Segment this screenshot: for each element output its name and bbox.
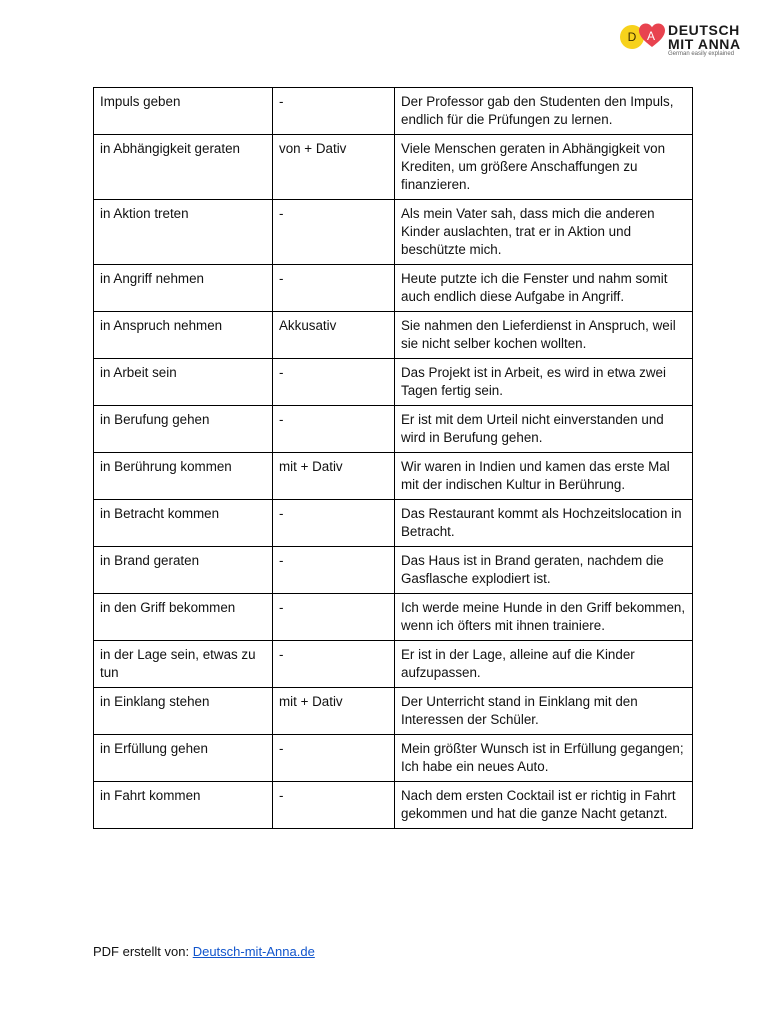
phrase-cell: in Einklang stehen [94,688,273,735]
phrase-cell: in Erfüllung gehen [94,735,273,782]
case-cell: - [273,200,395,265]
example-cell: Das Haus ist in Brand geraten, nachdem die Gasflasche explodiert ist. [395,547,693,594]
example-cell: Viele Menschen geraten in Abhängigkeit von Krediten, um größere Anschaffungen zu finanzieren. [395,135,693,200]
example-cell: Das Restaurant kommt als Hochzeitslocation in Betracht. [395,500,693,547]
table-row [94,406,693,453]
phrase-cell: in den Griff bekommen [94,594,273,641]
case-cell: - [273,265,395,312]
case-cell: - [273,359,395,406]
phrase-cell: in der Lage sein, etwas zu tun [94,641,273,688]
case-cell: - [273,406,395,453]
brand-logo [620,22,768,56]
case-cell: - [273,594,395,641]
case-cell: - [273,641,395,688]
footer [93,944,315,959]
example-cell: Sie nahmen den Lieferdienst in Anspruch, weil sie nicht selber kochen wollten. [395,312,693,359]
example-cell: Als mein Vater sah, dass mich die anderen Kinder auslachten, trat er in Aktion und beschützte mich. [395,200,693,265]
example-cell: Heute putzte ich die Fenster und nahm somit auch endlich diese Aufgabe in Angriff. [395,265,693,312]
phrase-cell: in Berufung gehen [94,406,273,453]
logo-letter-a: A [647,29,656,43]
table-row [94,453,693,500]
logo-wordmark [668,23,741,51]
phrase-cell: in Betracht kommen [94,500,273,547]
table-row [94,594,693,641]
example-cell: Wir waren in Indien und kamen das erste Mal mit der indischen Kultur in Berührung. [395,453,693,500]
phrase-cell: in Arbeit sein [94,359,273,406]
logo-tagline: German easily explained [668,51,735,57]
phrase-cell: in Aktion treten [94,200,273,265]
example-cell: Der Unterricht stand in Einklang mit den Interessen der Schüler. [395,688,693,735]
example-cell: Das Projekt ist in Arbeit, es wird in etwa zwei Tagen fertig sein. [395,359,693,406]
case-cell: mit + Dativ [273,688,395,735]
example-cell: Mein größter Wunsch ist in Erfüllung gegangen; Ich habe ein neues Auto. [395,735,693,782]
footer-prefix: PDF erstellt von: [93,944,193,959]
vocabulary-table-body [94,88,693,829]
case-cell: - [273,782,395,829]
logo-wordmark-line-2: MIT ANNA [668,36,741,52]
phrase-cell: in Angriff nehmen [94,265,273,312]
example-cell: Der Professor gab den Studenten den Impuls, endlich für die Prüfungen zu lernen. [395,88,693,135]
table-row [94,735,693,782]
table-row [94,547,693,594]
phrase-cell: in Abhängigkeit geraten [94,135,273,200]
phrase-cell: in Berührung kommen [94,453,273,500]
logo-wordmark-line-1: DEUTSCH [668,22,740,38]
table-row [94,500,693,547]
logo-letter-d: D [627,30,637,44]
case-cell: - [273,735,395,782]
phrase-cell: Impuls geben [94,88,273,135]
table-row [94,782,693,829]
phrase-cell: in Anspruch nehmen [94,312,273,359]
case-cell: mit + Dativ [273,453,395,500]
phrase-cell: in Brand geraten [94,547,273,594]
vocabulary-table [93,87,693,829]
table-row [94,265,693,312]
case-cell: - [273,88,395,135]
table-row [94,200,693,265]
example-cell: Nach dem ersten Cocktail ist er richtig in Fahrt gekommen und hat die ganze Nacht getanzt. [395,782,693,829]
case-cell: - [273,500,395,547]
case-cell: Akkusativ [273,312,395,359]
example-cell: Er ist in der Lage, alleine auf die Kinder aufzupassen. [395,641,693,688]
table-row [94,688,693,735]
table-row [94,641,693,688]
footer-link[interactable]: Deutsch-mit-Anna.de [192,944,315,959]
table-row [94,88,693,135]
example-cell: Er ist mit dem Urteil nicht einverstanden und wird in Berufung gehen. [395,406,693,453]
table-row [94,135,693,200]
phrase-cell: in Fahrt kommen [94,782,273,829]
table-row [94,312,693,359]
example-cell: Ich werde meine Hunde in den Griff bekommen, wenn ich öfters mit ihnen trainiere. [395,594,693,641]
case-cell: von + Dativ [273,135,395,200]
case-cell: - [273,547,395,594]
table-row [94,359,693,406]
